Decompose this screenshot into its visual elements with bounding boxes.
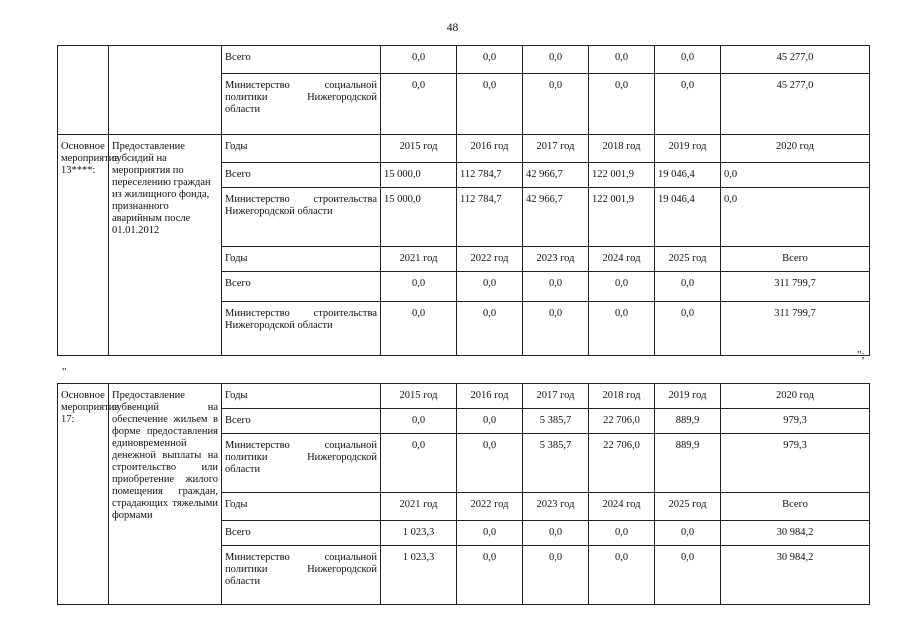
value-cell: 0,0 xyxy=(381,272,457,302)
year-header: 2021 год xyxy=(381,247,457,272)
year-header: Всего xyxy=(721,247,870,272)
opening-quote: " xyxy=(62,366,67,378)
value-cell: 0,0 xyxy=(523,521,589,546)
year-header: 2018 год xyxy=(589,384,655,409)
value-cell: 0,0 xyxy=(381,409,457,434)
value-cell: 42 966,7 xyxy=(523,163,589,188)
row-label: Министерство социальной политики Нижегородской области xyxy=(222,74,381,135)
value-cell: 0,0 xyxy=(457,74,523,135)
value-cell: 1 023,3 xyxy=(381,521,457,546)
row-label: Всего xyxy=(222,46,381,74)
row-label: Годы xyxy=(222,135,381,163)
year-header: 2015 год xyxy=(381,135,457,163)
value-cell: 30 984,2 xyxy=(721,521,870,546)
value-cell: 979,3 xyxy=(721,434,870,493)
year-header: 2020 год xyxy=(721,384,870,409)
value-cell: 19 046,4 xyxy=(655,188,721,247)
value-cell: 0,0 xyxy=(523,272,589,302)
year-header: 2022 год xyxy=(457,493,523,521)
value-cell: 122 001,9 xyxy=(589,163,655,188)
value-cell: 15 000,0 xyxy=(381,188,457,247)
empty-cell xyxy=(58,46,109,135)
event-description: Предоставление субвенций на обеспечение жильем в форме предоставления единовременной денежной выплаты на строительство или приобретение жилого помещения граждан, страдающих тяжелыми формами xyxy=(109,384,222,605)
year-header: 2017 год xyxy=(523,384,589,409)
value-cell: 112 784,7 xyxy=(457,163,523,188)
value-cell: 0,0 xyxy=(381,74,457,135)
value-cell: 0,0 xyxy=(589,546,655,605)
event-description: Предоставление субсидий на мероприятия по переселению граждан из жилищного фонда, признанного аварийным после 01.01.2012 xyxy=(109,135,222,356)
year-header: 2024 год xyxy=(589,493,655,521)
value-cell: 0,0 xyxy=(523,302,589,356)
year-header: 2025 год xyxy=(655,493,721,521)
value-cell: 45 277,0 xyxy=(721,74,870,135)
value-cell: 0,0 xyxy=(721,163,870,188)
value-cell: 0,0 xyxy=(589,74,655,135)
value-cell: 1 023,3 xyxy=(381,546,457,605)
year-header: 2015 год xyxy=(381,384,457,409)
year-header: 2025 год xyxy=(655,247,721,272)
value-cell: 0,0 xyxy=(655,46,721,74)
value-cell: 0,0 xyxy=(457,302,523,356)
table-row xyxy=(58,46,870,74)
value-cell: 0,0 xyxy=(589,521,655,546)
value-cell: 30 984,2 xyxy=(721,546,870,605)
value-cell: 311 799,7 xyxy=(721,302,870,356)
year-header: Всего xyxy=(721,493,870,521)
year-header: 2020 год xyxy=(721,135,870,163)
value-cell: 0,0 xyxy=(589,272,655,302)
value-cell: 112 784,7 xyxy=(457,188,523,247)
value-cell: 15 000,0 xyxy=(381,163,457,188)
row-label: Всего xyxy=(222,163,381,188)
row-label: Министерство строительства Нижегородской области xyxy=(222,302,381,356)
value-cell: 45 277,0 xyxy=(721,46,870,74)
event-name: Основное мероприятие 17: xyxy=(58,384,109,605)
year-header: 2019 год xyxy=(655,384,721,409)
row-label: Министерство социальной политики Нижегородской области xyxy=(222,434,381,493)
event-name: Основное мероприятие 13****: xyxy=(58,135,109,356)
value-cell: 0,0 xyxy=(381,46,457,74)
row-label: Годы xyxy=(222,384,381,409)
value-cell: 0,0 xyxy=(721,188,870,247)
year-header: 2016 год xyxy=(457,384,523,409)
value-cell: 42 966,7 xyxy=(523,188,589,247)
year-header: 2023 год xyxy=(523,493,589,521)
year-header: 2022 год xyxy=(457,247,523,272)
value-cell: 0,0 xyxy=(457,546,523,605)
value-cell: 19 046,4 xyxy=(655,163,721,188)
funding-table-1 xyxy=(57,45,870,356)
value-cell: 0,0 xyxy=(655,521,721,546)
value-cell: 979,3 xyxy=(721,409,870,434)
row-label: Министерство социальной политики Нижегородской области xyxy=(222,546,381,605)
value-cell: 0,0 xyxy=(523,546,589,605)
value-cell: 889,9 xyxy=(655,434,721,493)
empty-cell xyxy=(109,46,222,135)
value-cell: 0,0 xyxy=(589,46,655,74)
page-number: 48 xyxy=(446,22,459,34)
value-cell: 889,9 xyxy=(655,409,721,434)
year-header: 2024 год xyxy=(589,247,655,272)
value-cell: 22 706,0 xyxy=(589,434,655,493)
row-label: Всего xyxy=(222,272,381,302)
funding-table-2 xyxy=(57,383,870,605)
row-label: Всего xyxy=(222,521,381,546)
value-cell: 0,0 xyxy=(457,46,523,74)
year-header: 2021 год xyxy=(381,493,457,521)
value-cell: 0,0 xyxy=(655,74,721,135)
value-cell: 0,0 xyxy=(589,302,655,356)
row-label: Министерство строительства Нижегородской области xyxy=(222,188,381,247)
value-cell: 0,0 xyxy=(655,272,721,302)
value-cell: 0,0 xyxy=(457,409,523,434)
year-header: 2023 год xyxy=(523,247,589,272)
value-cell: 0,0 xyxy=(523,74,589,135)
table-row xyxy=(58,135,870,163)
year-header: 2017 год xyxy=(523,135,589,163)
row-label: Всего xyxy=(222,409,381,434)
table-row xyxy=(58,384,870,409)
value-cell: 0,0 xyxy=(457,521,523,546)
row-label: Годы xyxy=(222,493,381,521)
value-cell: 0,0 xyxy=(523,46,589,74)
value-cell: 0,0 xyxy=(457,272,523,302)
value-cell: 122 001,9 xyxy=(589,188,655,247)
row-label: Годы xyxy=(222,247,381,272)
closing-quote: "; xyxy=(857,349,865,361)
value-cell: 0,0 xyxy=(655,546,721,605)
year-header: 2016 год xyxy=(457,135,523,163)
year-header: 2018 год xyxy=(589,135,655,163)
value-cell: 0,0 xyxy=(381,434,457,493)
value-cell: 0,0 xyxy=(655,302,721,356)
value-cell: 0,0 xyxy=(457,434,523,493)
value-cell: 22 706,0 xyxy=(589,409,655,434)
year-header: 2019 год xyxy=(655,135,721,163)
value-cell: 0,0 xyxy=(381,302,457,356)
value-cell: 5 385,7 xyxy=(523,409,589,434)
value-cell: 5 385,7 xyxy=(523,434,589,493)
value-cell: 311 799,7 xyxy=(721,272,870,302)
